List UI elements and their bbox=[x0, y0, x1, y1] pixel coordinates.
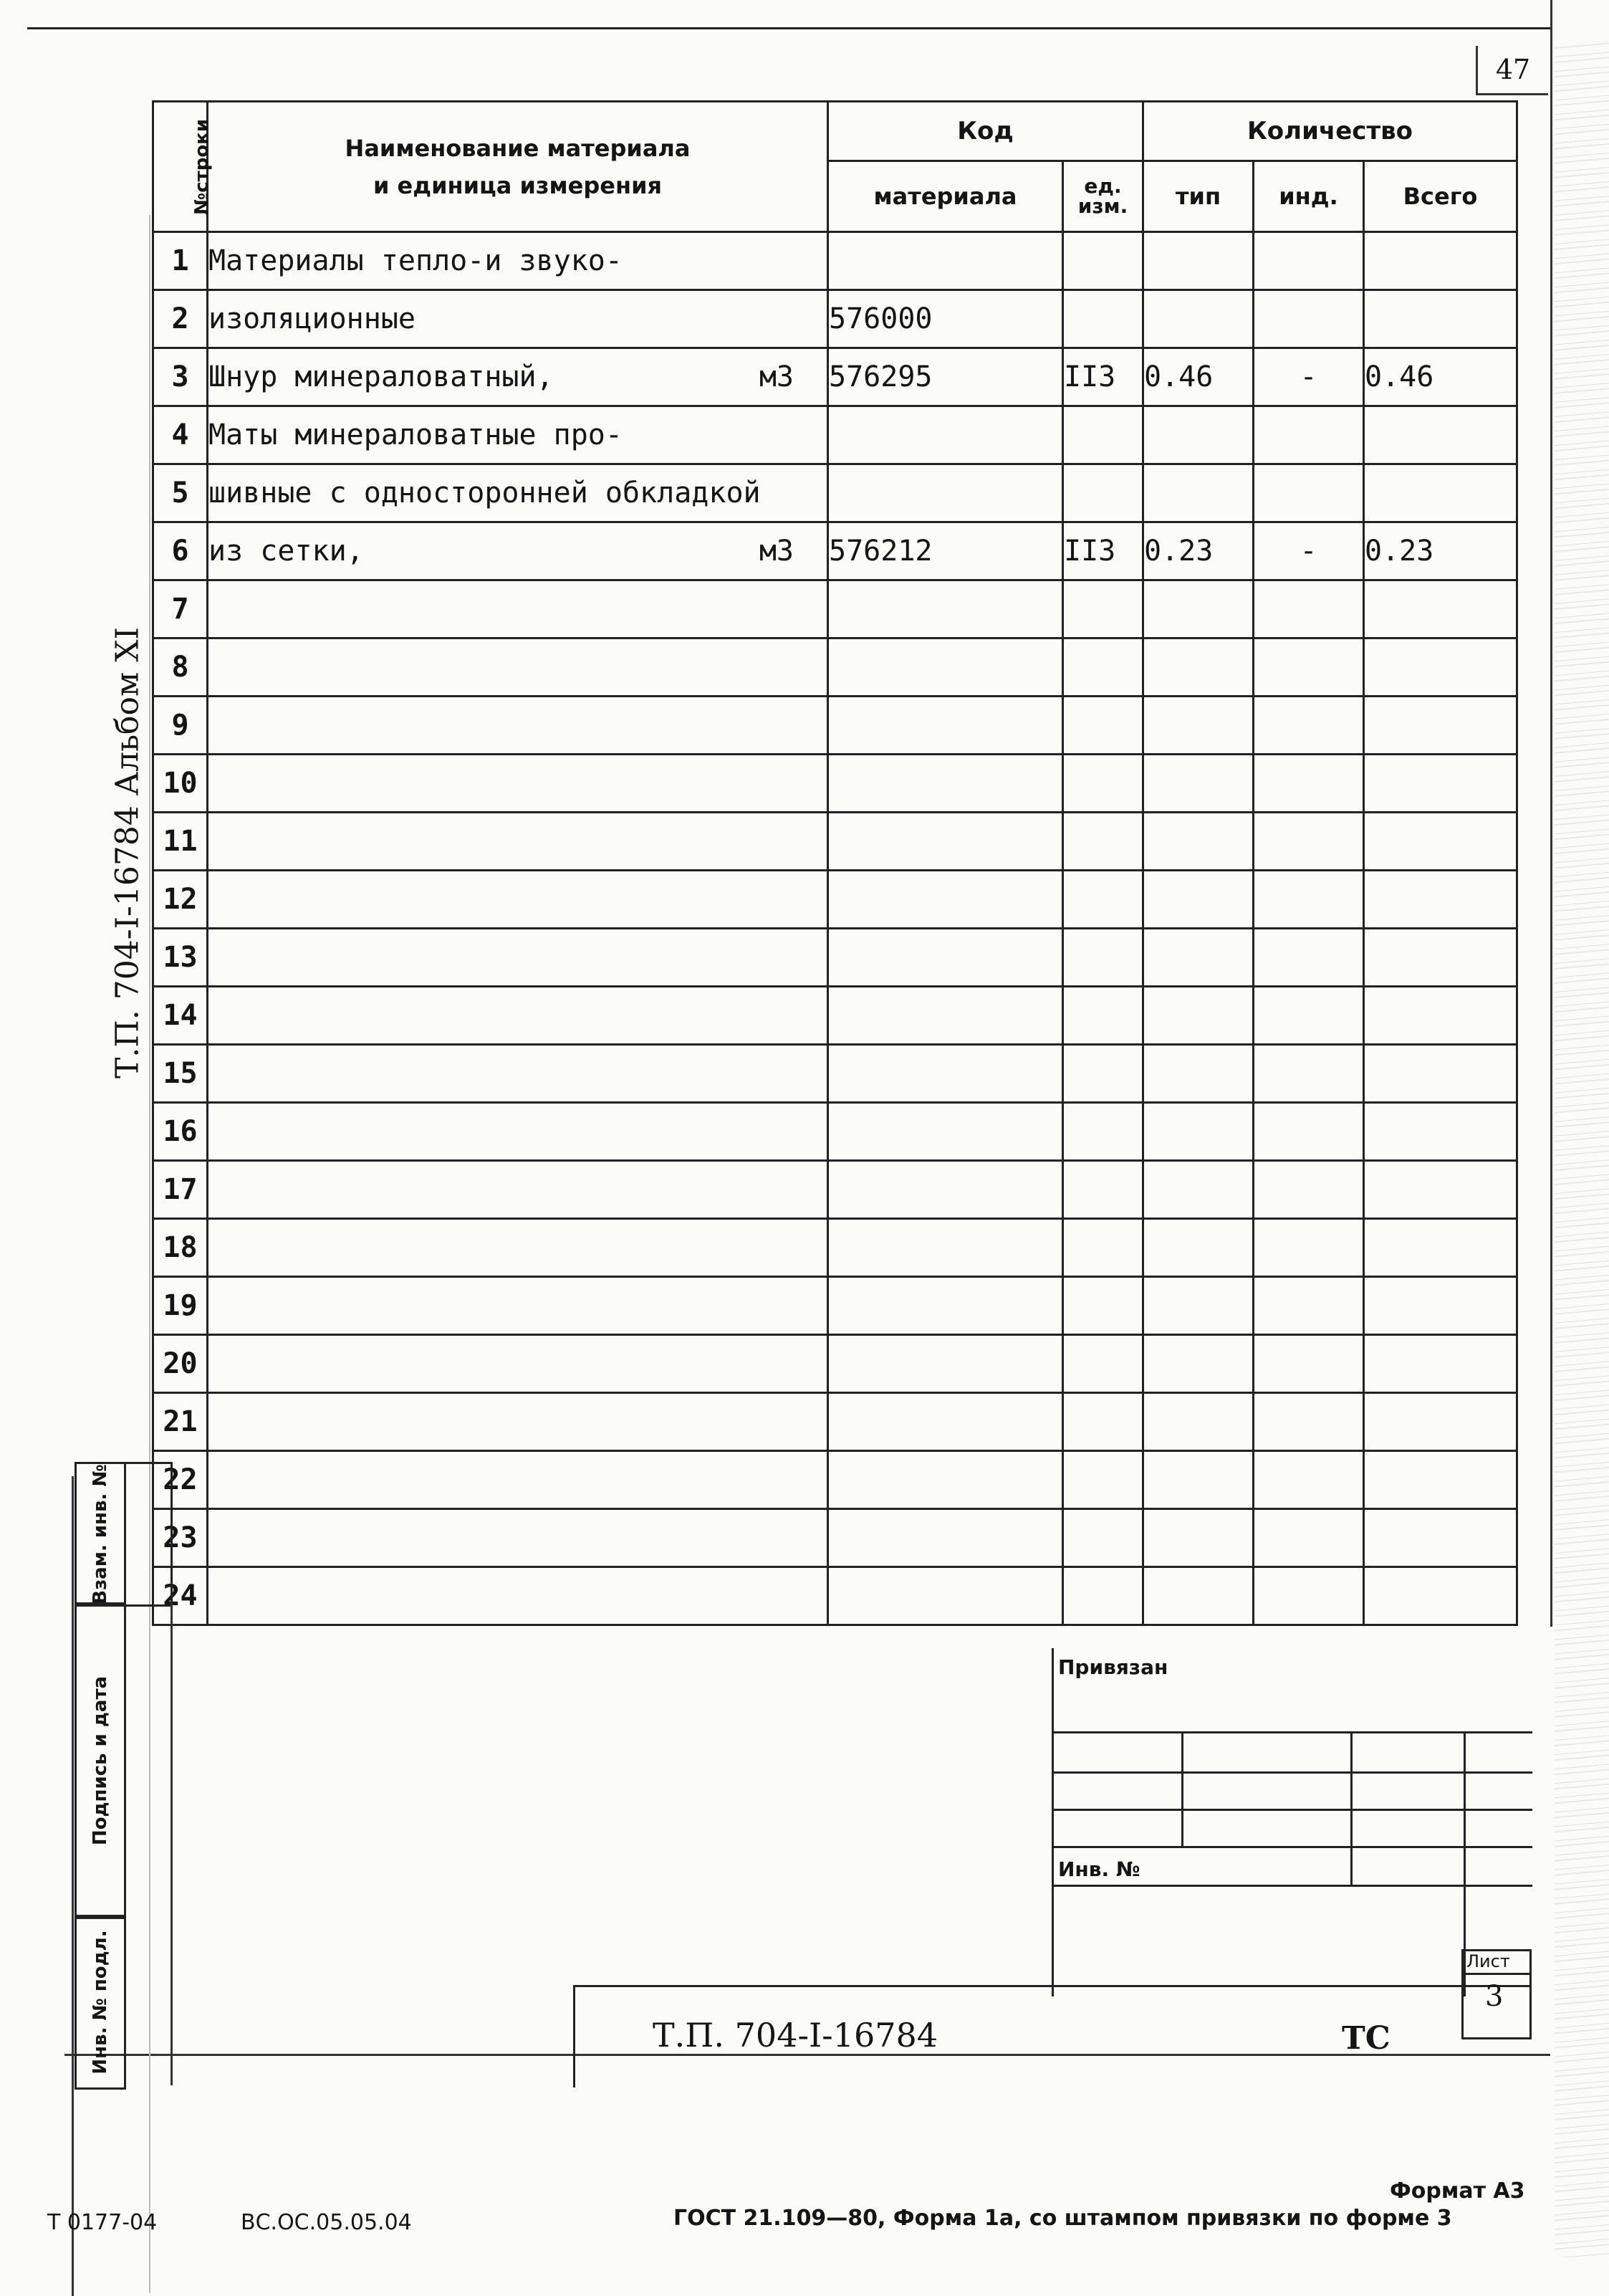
total-qty-cell bbox=[1364, 697, 1517, 755]
material-name-cell bbox=[208, 755, 828, 813]
total-qty-cell bbox=[1364, 1567, 1517, 1625]
material-code-cell bbox=[828, 1335, 1063, 1393]
table-row bbox=[153, 522, 1517, 580]
material-code-cell bbox=[828, 929, 1063, 987]
bind-label-inv: Инв. № bbox=[1058, 1857, 1140, 1881]
type-qty-cell bbox=[1143, 1509, 1254, 1567]
material-name: изоляционные bbox=[208, 302, 416, 335]
type-qty-cell bbox=[1143, 464, 1254, 522]
table-row bbox=[153, 1393, 1517, 1451]
row-number-cell: 19 bbox=[153, 1277, 208, 1335]
ind-qty-cell bbox=[1254, 871, 1364, 929]
material-name-cell bbox=[208, 1451, 828, 1509]
bind-row-line bbox=[1054, 1846, 1532, 1848]
frame-left-line bbox=[72, 1476, 74, 2296]
table-row bbox=[153, 1045, 1517, 1103]
ind-qty-cell bbox=[1254, 232, 1364, 290]
total-qty-cell bbox=[1364, 1219, 1517, 1277]
total-qty-cell: 0.23 bbox=[1364, 522, 1517, 580]
unit-code-cell bbox=[1063, 1277, 1143, 1335]
type-qty-cell bbox=[1143, 1451, 1254, 1509]
unit-code-cell bbox=[1063, 987, 1143, 1045]
total-qty-cell bbox=[1364, 813, 1517, 871]
unit-code-cell bbox=[1063, 1161, 1143, 1219]
table-row bbox=[153, 464, 1517, 522]
total-qty-cell bbox=[1364, 929, 1517, 987]
total-qty-cell bbox=[1364, 1277, 1517, 1335]
unit-code-cell bbox=[1063, 580, 1143, 638]
stamp-vzam-inv: Взам. инв. № bbox=[75, 1462, 126, 1607]
unit-code-cell bbox=[1063, 1393, 1143, 1451]
stamp-right-edge bbox=[170, 1602, 173, 2085]
material-name-cell bbox=[208, 290, 828, 348]
unit-code-cell: II3 bbox=[1063, 348, 1143, 406]
material-code-cell bbox=[828, 1103, 1063, 1161]
header-unit-code: ед. изм. bbox=[1063, 161, 1143, 232]
header-quantity-group: Количество bbox=[1143, 102, 1517, 161]
table-row bbox=[153, 348, 1517, 406]
ind-qty-cell bbox=[1254, 580, 1364, 638]
type-qty-cell bbox=[1143, 929, 1254, 987]
material-name-cell bbox=[208, 580, 828, 638]
sheet-divider bbox=[1464, 1973, 1529, 1975]
ind-qty-cell bbox=[1254, 1335, 1364, 1393]
type-qty-cell bbox=[1143, 1045, 1254, 1103]
material-name-cell bbox=[208, 813, 828, 871]
material-name: Шнур минераловатный, bbox=[208, 360, 554, 393]
ind-qty-cell bbox=[1254, 1161, 1364, 1219]
total-qty-cell bbox=[1364, 1045, 1517, 1103]
total-qty-cell bbox=[1364, 1393, 1517, 1451]
unit-code-cell: II3 bbox=[1063, 522, 1143, 580]
total-qty-cell bbox=[1364, 406, 1517, 464]
unit-code-cell bbox=[1063, 290, 1143, 348]
material-name: шивные с односторонней обкладкой bbox=[208, 477, 761, 510]
table-row bbox=[153, 697, 1517, 755]
ind-qty-cell: - bbox=[1254, 522, 1364, 580]
unit-code-cell bbox=[1063, 406, 1143, 464]
type-qty-cell bbox=[1143, 638, 1254, 697]
row-number-cell: 18 bbox=[153, 1219, 208, 1277]
sheet-value: 3 bbox=[1485, 1980, 1504, 2013]
bind-row-line bbox=[1054, 1885, 1532, 1887]
table-row bbox=[153, 1219, 1517, 1277]
material-code-cell bbox=[828, 697, 1063, 755]
material-code-cell bbox=[828, 406, 1063, 464]
type-qty-cell bbox=[1143, 406, 1254, 464]
row-number-cell: 3 bbox=[153, 348, 208, 406]
row-number-cell: 10 bbox=[153, 755, 208, 813]
table-row bbox=[153, 1509, 1517, 1567]
total-qty-cell bbox=[1364, 871, 1517, 929]
material-code-cell: 576000 bbox=[828, 290, 1063, 348]
material-name-cell bbox=[208, 987, 828, 1045]
material-name-cell bbox=[208, 1277, 828, 1335]
scan-noise bbox=[1555, 43, 1609, 2257]
ind-qty-cell bbox=[1254, 1277, 1364, 1335]
table-row bbox=[153, 1103, 1517, 1161]
frame-right-line bbox=[1550, 0, 1552, 1627]
row-number-cell: 15 bbox=[153, 1045, 208, 1103]
material-name-cell bbox=[208, 464, 828, 522]
bind-col-line bbox=[1350, 1731, 1353, 1885]
type-qty-cell: 0.46 bbox=[1143, 348, 1254, 406]
binding-stamp bbox=[1052, 1648, 1532, 1996]
material-name-cell bbox=[208, 871, 828, 929]
row-number-cell: 14 bbox=[153, 987, 208, 1045]
document-code: Т.П. 704-I-16784 bbox=[653, 2016, 938, 2055]
material-code-cell bbox=[828, 580, 1063, 638]
unit-code-cell bbox=[1063, 929, 1143, 987]
table-row bbox=[153, 638, 1517, 697]
material-name-cell bbox=[208, 1335, 828, 1393]
table-row bbox=[153, 1451, 1517, 1509]
type-qty-cell bbox=[1143, 987, 1254, 1045]
row-number-cell: 4 bbox=[153, 406, 208, 464]
material-name-cell bbox=[208, 1393, 828, 1451]
unit-code-cell bbox=[1063, 1335, 1143, 1393]
unit-code-cell bbox=[1063, 1451, 1143, 1509]
table-row bbox=[153, 406, 1517, 464]
type-qty-cell bbox=[1143, 1567, 1254, 1625]
material-code-cell bbox=[828, 871, 1063, 929]
material-name-cell bbox=[208, 1509, 828, 1567]
total-qty-cell bbox=[1364, 638, 1517, 697]
total-qty-cell bbox=[1364, 987, 1517, 1045]
footer-format: Формат А3 bbox=[1390, 2178, 1525, 2204]
table-row bbox=[153, 1567, 1517, 1625]
material-name-cell bbox=[208, 929, 828, 987]
row-number-cell: 5 bbox=[153, 464, 208, 522]
type-qty-cell bbox=[1143, 1161, 1254, 1219]
ind-qty-cell bbox=[1254, 987, 1364, 1045]
type-qty-cell bbox=[1143, 1393, 1254, 1451]
material-name-cell bbox=[208, 638, 828, 697]
type-qty-cell bbox=[1143, 697, 1254, 755]
unit-code-cell bbox=[1063, 1045, 1143, 1103]
header-material-name: Наименование материала и единица измерения bbox=[208, 102, 828, 232]
material-code-cell bbox=[828, 1567, 1063, 1625]
frame-top-line bbox=[27, 27, 1552, 29]
ind-qty-cell bbox=[1254, 929, 1364, 987]
sheet-number-box bbox=[1461, 1949, 1532, 2039]
material-code-cell bbox=[828, 1045, 1063, 1103]
material-code-cell: 576295 bbox=[828, 348, 1063, 406]
header-row-number: №строки bbox=[153, 102, 208, 232]
unit-code-cell bbox=[1063, 1567, 1143, 1625]
total-qty-cell bbox=[1364, 1509, 1517, 1567]
table-row bbox=[153, 1161, 1517, 1219]
row-number-cell: 7 bbox=[153, 580, 208, 638]
material-name-cell bbox=[208, 1103, 828, 1161]
material-name: Маты минераловатные про- bbox=[208, 418, 623, 451]
row-number-cell: 17 bbox=[153, 1161, 208, 1219]
row-number-cell: 13 bbox=[153, 929, 208, 987]
material-code-cell bbox=[828, 1277, 1063, 1335]
material-code-cell bbox=[828, 1393, 1063, 1451]
total-qty-cell bbox=[1364, 1451, 1517, 1509]
ind-qty-cell bbox=[1254, 1567, 1364, 1625]
type-qty-cell bbox=[1143, 1335, 1254, 1393]
unit-code-cell bbox=[1063, 638, 1143, 697]
material-code-cell bbox=[828, 464, 1063, 522]
ind-qty-cell bbox=[1254, 755, 1364, 813]
row-number-cell: 2 bbox=[153, 290, 208, 348]
ind-qty-cell bbox=[1254, 290, 1364, 348]
total-qty-cell bbox=[1364, 1161, 1517, 1219]
total-qty-cell bbox=[1364, 232, 1517, 290]
footer-form-code: Т 0177-04 bbox=[47, 2210, 158, 2235]
bind-row-line bbox=[1054, 1731, 1532, 1733]
table-row bbox=[153, 1277, 1517, 1335]
table-row bbox=[153, 232, 1517, 290]
footer-series: ВС.ОС.05.05.04 bbox=[241, 2210, 412, 2235]
material-code-cell bbox=[828, 987, 1063, 1045]
material-name: из сетки, bbox=[208, 535, 364, 568]
type-qty-cell bbox=[1143, 1103, 1254, 1161]
type-qty-cell bbox=[1143, 1219, 1254, 1277]
ind-qty-cell bbox=[1254, 1393, 1364, 1451]
ind-qty-cell bbox=[1254, 1451, 1364, 1509]
row-number-cell: 24 bbox=[153, 1567, 208, 1625]
table-row bbox=[153, 871, 1517, 929]
material-code-cell bbox=[828, 1219, 1063, 1277]
type-qty-cell bbox=[1143, 755, 1254, 813]
header-type-qty: тип bbox=[1143, 161, 1254, 232]
header-material-code: материала bbox=[828, 161, 1063, 232]
unit-code-cell bbox=[1063, 697, 1143, 755]
ind-qty-cell bbox=[1254, 1103, 1364, 1161]
type-qty-cell bbox=[1143, 1277, 1254, 1335]
row-number-cell: 21 bbox=[153, 1393, 208, 1451]
row-number-cell: 23 bbox=[153, 1509, 208, 1567]
unit-code-cell bbox=[1063, 813, 1143, 871]
table-row bbox=[153, 1335, 1517, 1393]
total-qty-cell bbox=[1364, 1335, 1517, 1393]
unit-code-cell bbox=[1063, 1103, 1143, 1161]
row-number-cell: 8 bbox=[153, 638, 208, 697]
row-number-cell: 16 bbox=[153, 1103, 208, 1161]
material-unit: м3 bbox=[759, 535, 794, 568]
material-unit: м3 bbox=[759, 360, 794, 393]
material-code-cell bbox=[828, 232, 1063, 290]
ind-qty-cell bbox=[1254, 1509, 1364, 1567]
total-qty-cell bbox=[1364, 464, 1517, 522]
material-name-cell bbox=[208, 1219, 828, 1277]
material-code-cell bbox=[828, 1451, 1063, 1509]
table-row bbox=[153, 813, 1517, 871]
material-code-cell bbox=[828, 1509, 1063, 1567]
ind-qty-cell bbox=[1254, 813, 1364, 871]
total-qty-cell: 0.46 bbox=[1364, 348, 1517, 406]
header-code-group: Код bbox=[828, 102, 1143, 161]
unit-code-cell bbox=[1063, 755, 1143, 813]
page-number: 47 bbox=[1476, 46, 1548, 95]
material-name: Материалы тепло-и звуко- bbox=[208, 244, 623, 277]
sheet-label: Лист bbox=[1466, 1951, 1510, 1971]
total-qty-cell bbox=[1364, 1103, 1517, 1161]
material-name-cell bbox=[208, 1567, 828, 1625]
ind-qty-cell bbox=[1254, 638, 1364, 697]
materials-table bbox=[152, 100, 1518, 1626]
type-qty-cell bbox=[1143, 813, 1254, 871]
row-number-cell: 22 bbox=[153, 1451, 208, 1509]
ind-qty-cell bbox=[1254, 697, 1364, 755]
table-row bbox=[153, 929, 1517, 987]
material-name-cell bbox=[208, 697, 828, 755]
table-row bbox=[153, 290, 1517, 348]
title-block bbox=[573, 1985, 1529, 2087]
album-title: Т.П. 704-I-16784 Альбом XI bbox=[109, 627, 146, 1078]
table-row bbox=[153, 987, 1517, 1045]
type-qty-cell bbox=[1143, 232, 1254, 290]
bind-label-privyazan: Привязан bbox=[1058, 1655, 1168, 1679]
material-name-cell bbox=[208, 348, 828, 406]
unit-code-cell bbox=[1063, 464, 1143, 522]
unit-code-cell bbox=[1063, 1219, 1143, 1277]
ind-qty-cell bbox=[1254, 406, 1364, 464]
unit-code-cell bbox=[1063, 1509, 1143, 1567]
document-mark: ТС bbox=[1342, 2020, 1391, 2057]
unit-code-cell bbox=[1063, 871, 1143, 929]
header-total-qty: Всего bbox=[1364, 161, 1517, 232]
bind-col-line bbox=[1181, 1731, 1183, 1846]
material-name-cell bbox=[208, 232, 828, 290]
table-row bbox=[153, 755, 1517, 813]
total-qty-cell bbox=[1364, 755, 1517, 813]
material-code-cell bbox=[828, 755, 1063, 813]
type-qty-cell: 0.23 bbox=[1143, 522, 1254, 580]
material-name-cell bbox=[208, 1161, 828, 1219]
type-qty-cell bbox=[1143, 580, 1254, 638]
material-name-cell bbox=[208, 1045, 828, 1103]
row-number-cell: 6 bbox=[153, 522, 208, 580]
table-row bbox=[153, 580, 1517, 638]
ind-qty-cell bbox=[1254, 1219, 1364, 1277]
footer-gost: ГОСТ 21.109—80, Форма 1а, со штампом привязки по форме 3 bbox=[673, 2206, 1452, 2231]
type-qty-cell bbox=[1143, 290, 1254, 348]
binding-margin-line bbox=[149, 215, 150, 2293]
total-qty-cell bbox=[1364, 580, 1517, 638]
header-ind-qty: инд. bbox=[1254, 161, 1364, 232]
bind-row-line bbox=[1054, 1809, 1532, 1811]
ind-qty-cell: - bbox=[1254, 348, 1364, 406]
material-name-cell bbox=[208, 522, 828, 580]
stamp-inv-podl: Инв. № подл. bbox=[75, 1915, 126, 2090]
material-code-cell: 576212 bbox=[828, 522, 1063, 580]
material-name-cell bbox=[208, 406, 828, 464]
material-code-cell bbox=[828, 1161, 1063, 1219]
row-number-cell: 1 bbox=[153, 232, 208, 290]
stamp-podpis-data: Подпись и дата bbox=[75, 1602, 126, 1919]
material-code-cell bbox=[828, 638, 1063, 697]
total-qty-cell bbox=[1364, 290, 1517, 348]
type-qty-cell bbox=[1143, 871, 1254, 929]
unit-code-cell bbox=[1063, 232, 1143, 290]
ind-qty-cell bbox=[1254, 464, 1364, 522]
ind-qty-cell bbox=[1254, 1045, 1364, 1103]
row-number-cell: 12 bbox=[153, 871, 208, 929]
material-code-cell bbox=[828, 813, 1063, 871]
row-number-cell: 9 bbox=[153, 697, 208, 755]
bind-row-line bbox=[1054, 1771, 1532, 1774]
row-number-cell: 20 bbox=[153, 1335, 208, 1393]
row-number-cell: 11 bbox=[153, 813, 208, 871]
stamp-vzam-inv-value bbox=[122, 1462, 173, 1607]
